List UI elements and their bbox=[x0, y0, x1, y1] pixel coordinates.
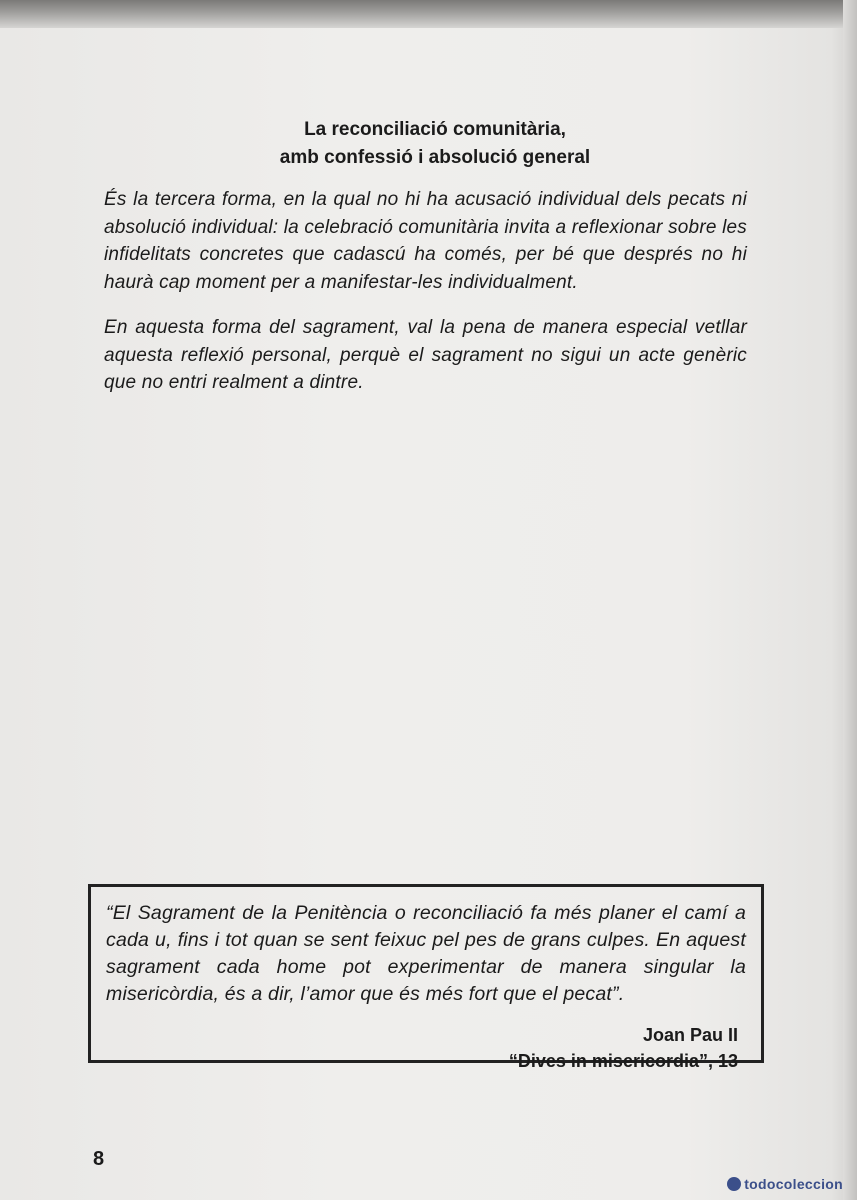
watermark-text: todocoleccion bbox=[744, 1176, 843, 1192]
scan-top-edge bbox=[0, 0, 857, 28]
watermark-logo-icon bbox=[727, 1177, 741, 1191]
intro-paragraph-2: En aquesta forma del sagrament, val la pena de manera especial vetllar aquesta reflexió personal, perquè el sagrament no sigui un acte genèric que no entri realment a dintre. bbox=[104, 317, 747, 393]
quote-text: “El Sagrament de la Penitència o reconciliació fa més planer el camí a cada u, fins i tot quan se sent feixuc pel pes de grans culpes. En aquest sagrament cada home pot experimentar de manera singular la misericòrdia, és a dir, l’amor que és més fort que el pecat”. bbox=[106, 902, 746, 1005]
heading-line-1: La reconciliació comunitària, bbox=[304, 119, 566, 140]
quote-source: “Dives in misericordia”, 13 bbox=[508, 1051, 738, 1071]
intro-paragraph-1: És la tercera forma, en la qual no hi ha acusació individual dels pecats ni absolució individual: la celebració comunitària invita a reflexionar sobre les infidelitats concretes que cadascú ha comés, per bé que després no hi haurà cap moment per a manifestar-les individualment. bbox=[104, 189, 747, 293]
quote-box bbox=[88, 884, 764, 1071]
section-heading bbox=[240, 116, 630, 172]
page-number: 8 bbox=[93, 1148, 105, 1170]
intro-text bbox=[104, 186, 747, 415]
heading-line-2: amb confessió i absolució general bbox=[279, 147, 591, 168]
watermark bbox=[683, 1172, 843, 1196]
scan-right-edge bbox=[843, 0, 857, 1200]
quote-attribution bbox=[106, 1022, 738, 1074]
quote-author: Joan Pau II bbox=[642, 1025, 738, 1045]
